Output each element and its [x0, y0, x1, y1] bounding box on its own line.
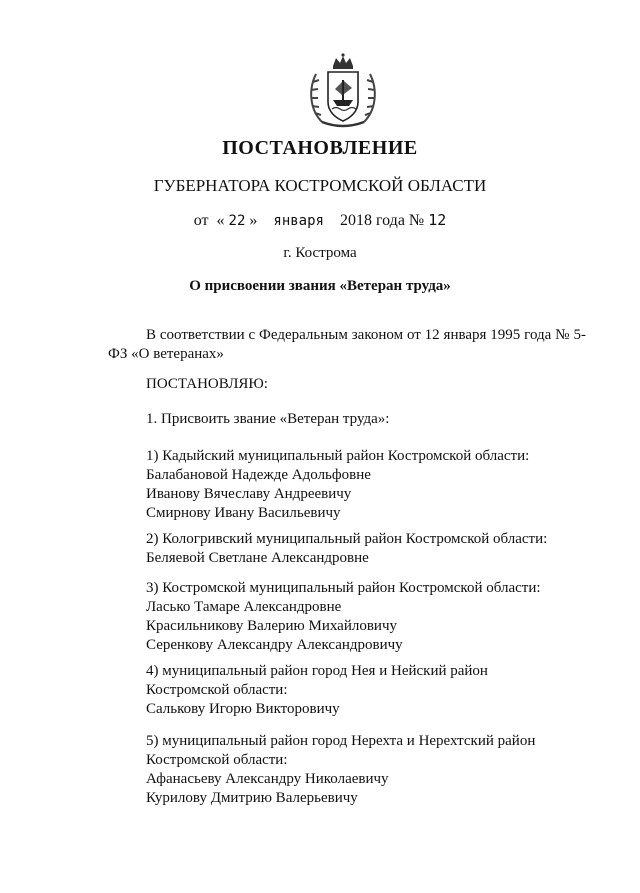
coat-of-arms-icon	[300, 52, 386, 132]
district-heading: 1) Кадыйский муниципальный район Костромской области:	[146, 448, 530, 464]
date-month: января	[273, 213, 324, 229]
document-number: 12	[428, 211, 447, 229]
item-1: 1. Присвоить звание «Ветеран труда»:	[146, 411, 390, 427]
date-line	[0, 211, 640, 230]
issuer-title: ГУБЕРНАТОРА КОСТРОМСКОЙ ОБЛАСТИ	[153, 176, 487, 195]
date-year-word: года	[375, 212, 405, 229]
date-day: 22	[228, 213, 246, 229]
district-heading: 4) муниципальный район город Нея и Нейский район	[146, 663, 488, 679]
district-heading-cont: Костромской области:	[146, 752, 288, 768]
district-heading: 5) муниципальный район город Нерехта и Нерехтский район	[146, 733, 536, 749]
district-heading-cont: Костромской области:	[146, 682, 288, 698]
person-name: Афанасьеву Александру Николаевичу	[146, 771, 389, 787]
person-name: Серенкову Александру Александровичу	[146, 637, 403, 653]
number-sign: №	[408, 212, 425, 229]
person-name: Салькову Игорю Викторовичу	[146, 701, 340, 717]
intro-text: В соответствии с Федеральным законом от 12 января 1995 года № 5-ФЗ «О ветеранах»	[108, 327, 586, 362]
date-prefix: от	[193, 212, 209, 229]
person-name: Смирнову Ивану Васильевичу	[146, 505, 341, 521]
person-name: Балабановой Надежде Адольфовне	[146, 467, 371, 483]
intro-paragraph	[108, 326, 586, 364]
person-name: Красильникову Валерию Михайловичу	[146, 618, 397, 634]
district-block-3	[146, 579, 586, 655]
city-line: г. Кострома	[283, 245, 357, 261]
decree-word: ПОСТАНОВЛЯЮ:	[146, 376, 268, 392]
district-block-1	[146, 447, 586, 523]
district-heading: 2) Кологривский муниципальный район Костромской области:	[146, 531, 548, 547]
district-heading: 3) Костромской муниципальный район Костромской области:	[146, 580, 541, 596]
person-name: Курилову Дмитрию Валерьевичу	[146, 790, 358, 806]
district-block-4	[146, 662, 586, 719]
district-block-2	[146, 530, 586, 568]
document-title: ПОСТАНОВЛЕНИЕ	[222, 137, 418, 159]
date-year: 2018	[339, 212, 372, 229]
document-subject: О присвоении звания «Ветеран труда»	[189, 278, 451, 294]
date-quote-open: «	[216, 212, 225, 229]
district-block-5	[146, 732, 586, 808]
coat-of-arms-emblem	[300, 52, 386, 132]
person-name: Беляевой Светлане Александровне	[146, 550, 369, 566]
person-name: Иванову Вячеславу Андреевичу	[146, 486, 352, 502]
date-quote-close: »	[249, 212, 258, 229]
person-name: Ласько Тамаре Александровне	[146, 599, 342, 615]
